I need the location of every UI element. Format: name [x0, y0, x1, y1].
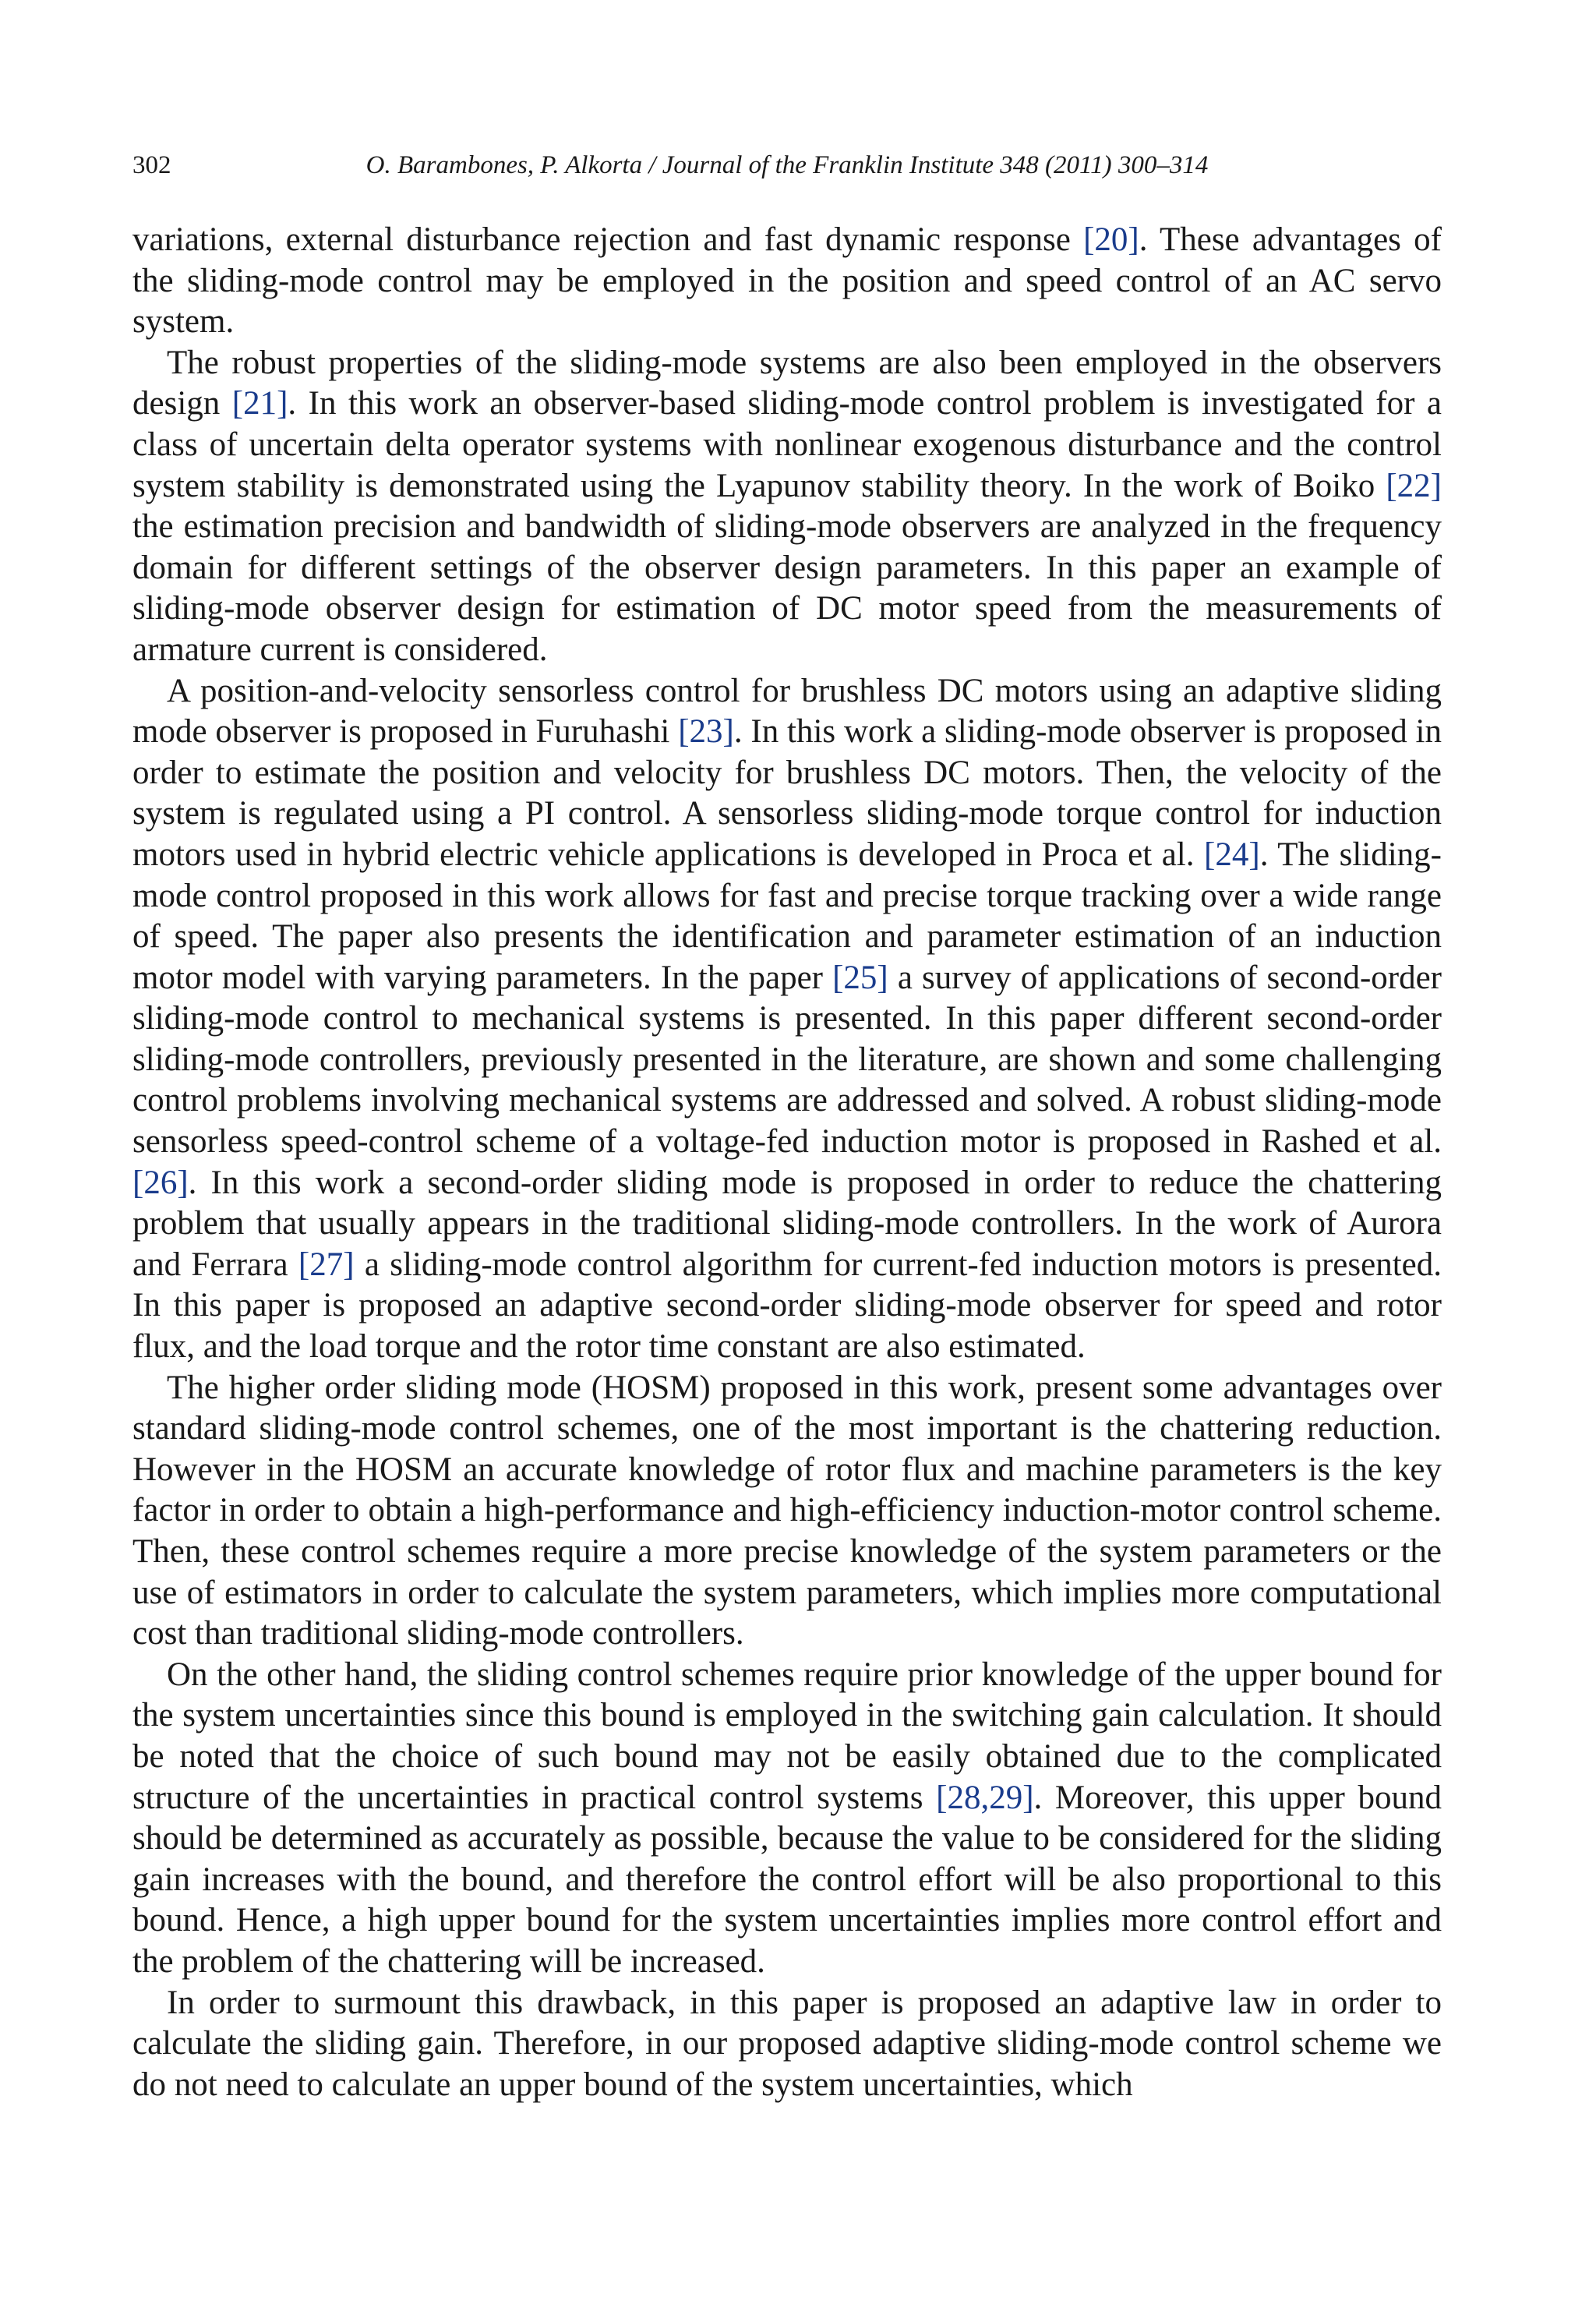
text-run: . In this work a second-order sliding mode is proposed in order to reduce the chattering problem that usually appears in the traditional sliding-mode controllers. In the work of Aurora and Ferrara: [132, 1164, 1442, 1283]
paragraph-4: [132, 1368, 1442, 1655]
text-run: . In this work an observer-based sliding-mode control problem is investigated for a class of uncertain delta operator systems with nonlinear exogenous disturbance and the control system stability is demonstrated using the Lyapunov stability theory. In the work of Boiko: [132, 385, 1442, 504]
text-run: On the other hand, the sliding control schemes require prior knowledge of the upper bound for the system uncertainties since this bound is employed in the switching gain calculation. It should be noted that the choice of such bound may not be easily obtained due to the complicated structure of the uncertainties in practical control systems: [132, 1656, 1442, 1816]
text-run: a sliding-mode control algorithm for current-fed induction motors is presented. In this paper is proposed an adaptive second-order sliding-mode observer for speed and rotor flux, and the load torque and the rotor time constant are also estimated.: [132, 1246, 1442, 1366]
text-run: variations, external disturbance rejection and fast dynamic response: [132, 221, 1084, 258]
paragraph-3: [132, 671, 1442, 1368]
text-run: the estimation precision and bandwidth of sliding-mode observers are analyzed in the frequency domain for different settings of the observer design parameters. In this paper an example of sliding-mode observer design for estimation of DC motor speed from the measurements of armature current is considered.: [132, 508, 1442, 668]
text-run: In order to surmount this drawback, in this paper is proposed an adaptive law in order to calculate the sliding gain. Therefore, in our proposed adaptive sliding-mode control scheme we do not need to calculate an upper bound of the system uncertainties, which: [132, 1984, 1442, 2103]
citation-link[interactable]: [24]: [1204, 836, 1260, 873]
paragraph-2: [132, 343, 1442, 671]
text-run: A position-and-velocity sensorless control for brushless DC motors using an adaptive sliding mode observer is proposed in Furuhashi: [132, 672, 1442, 751]
running-head: [132, 148, 1442, 182]
paragraph-1: [132, 220, 1442, 343]
page-number: 302: [132, 151, 171, 179]
citation-link[interactable]: [25]: [832, 959, 888, 996]
paragraph-6: [132, 1983, 1442, 2106]
text-run: The higher order sliding mode (HOSM) proposed in this work, present some advantages over standard sliding-mode control schemes, one of the most important is the chattering reduction. However in the HOSM an accurate knowledge of rotor flux and machine parameters is the key factor in order to obtain a high-performance and high-efficiency induction-motor control scheme. Then, these control schemes require a more precise knowledge of the system parameters or the use of estimators in order to calculate the system parameters, which implies more computational cost than traditional sliding-mode controllers.: [132, 1369, 1442, 1652]
citation-link[interactable]: [23]: [678, 713, 734, 751]
body-text: [132, 220, 1442, 2105]
citation-link[interactable]: [26]: [132, 1164, 189, 1201]
text-run: The robust properties of the sliding-mode systems are also been employed in the observers design: [132, 344, 1442, 422]
citation-link[interactable]: [27]: [298, 1246, 355, 1283]
text-run: . These advantages of the sliding-mode control may be employed in the position and speed control of an AC servo system.: [132, 221, 1442, 341]
text-run: . In this work a sliding-mode observer is proposed in order to estimate the position and velocity for brushless DC motors. Then, the velocity of the system is regulated using a PI control. A sensorless sliding-mode torque control for induction motors used in hybrid electric vehicle applications is developed in Proca et al.: [132, 713, 1442, 873]
journal-citation-line: O. Barambones, P. Alkorta / Journal of the Franklin Institute 348 (2011) 300–314: [365, 151, 1209, 179]
citation-link[interactable]: [20]: [1083, 221, 1139, 258]
citation-link[interactable]: [22]: [1386, 467, 1442, 504]
citation-link[interactable]: [21]: [231, 385, 288, 422]
paragraph-5: [132, 1655, 1442, 1983]
text-run: . Moreover, this upper bound should be determined as accurately as possible, because the value to be considered for the sliding gain increases with the bound, and therefore the control effort will be also proportional to this bound. Hence, a high upper bound for the system uncertainties implies more control effort and the problem of the chattering will be increased.: [132, 1779, 1442, 1980]
citation-link[interactable]: [28,29]: [936, 1779, 1034, 1816]
text-run: a survey of applications of second-order sliding-mode control to mechanical systems is presented. In this paper different second-order sliding-mode controllers, previously presented in the literature, are shown and some challenging control problems involving mechanical systems are addressed and solved. A robust sliding-mode sensorless speed-control scheme of a voltage-fed induction motor is proposed in Rashed et al.: [132, 959, 1442, 1161]
text-run: . The sliding-mode control proposed in this work allows for fast and precise torque tracking over a wide range of speed. The paper also presents the identification and parameter estimation of an induction motor model with varying parameters. In the paper: [132, 836, 1442, 996]
